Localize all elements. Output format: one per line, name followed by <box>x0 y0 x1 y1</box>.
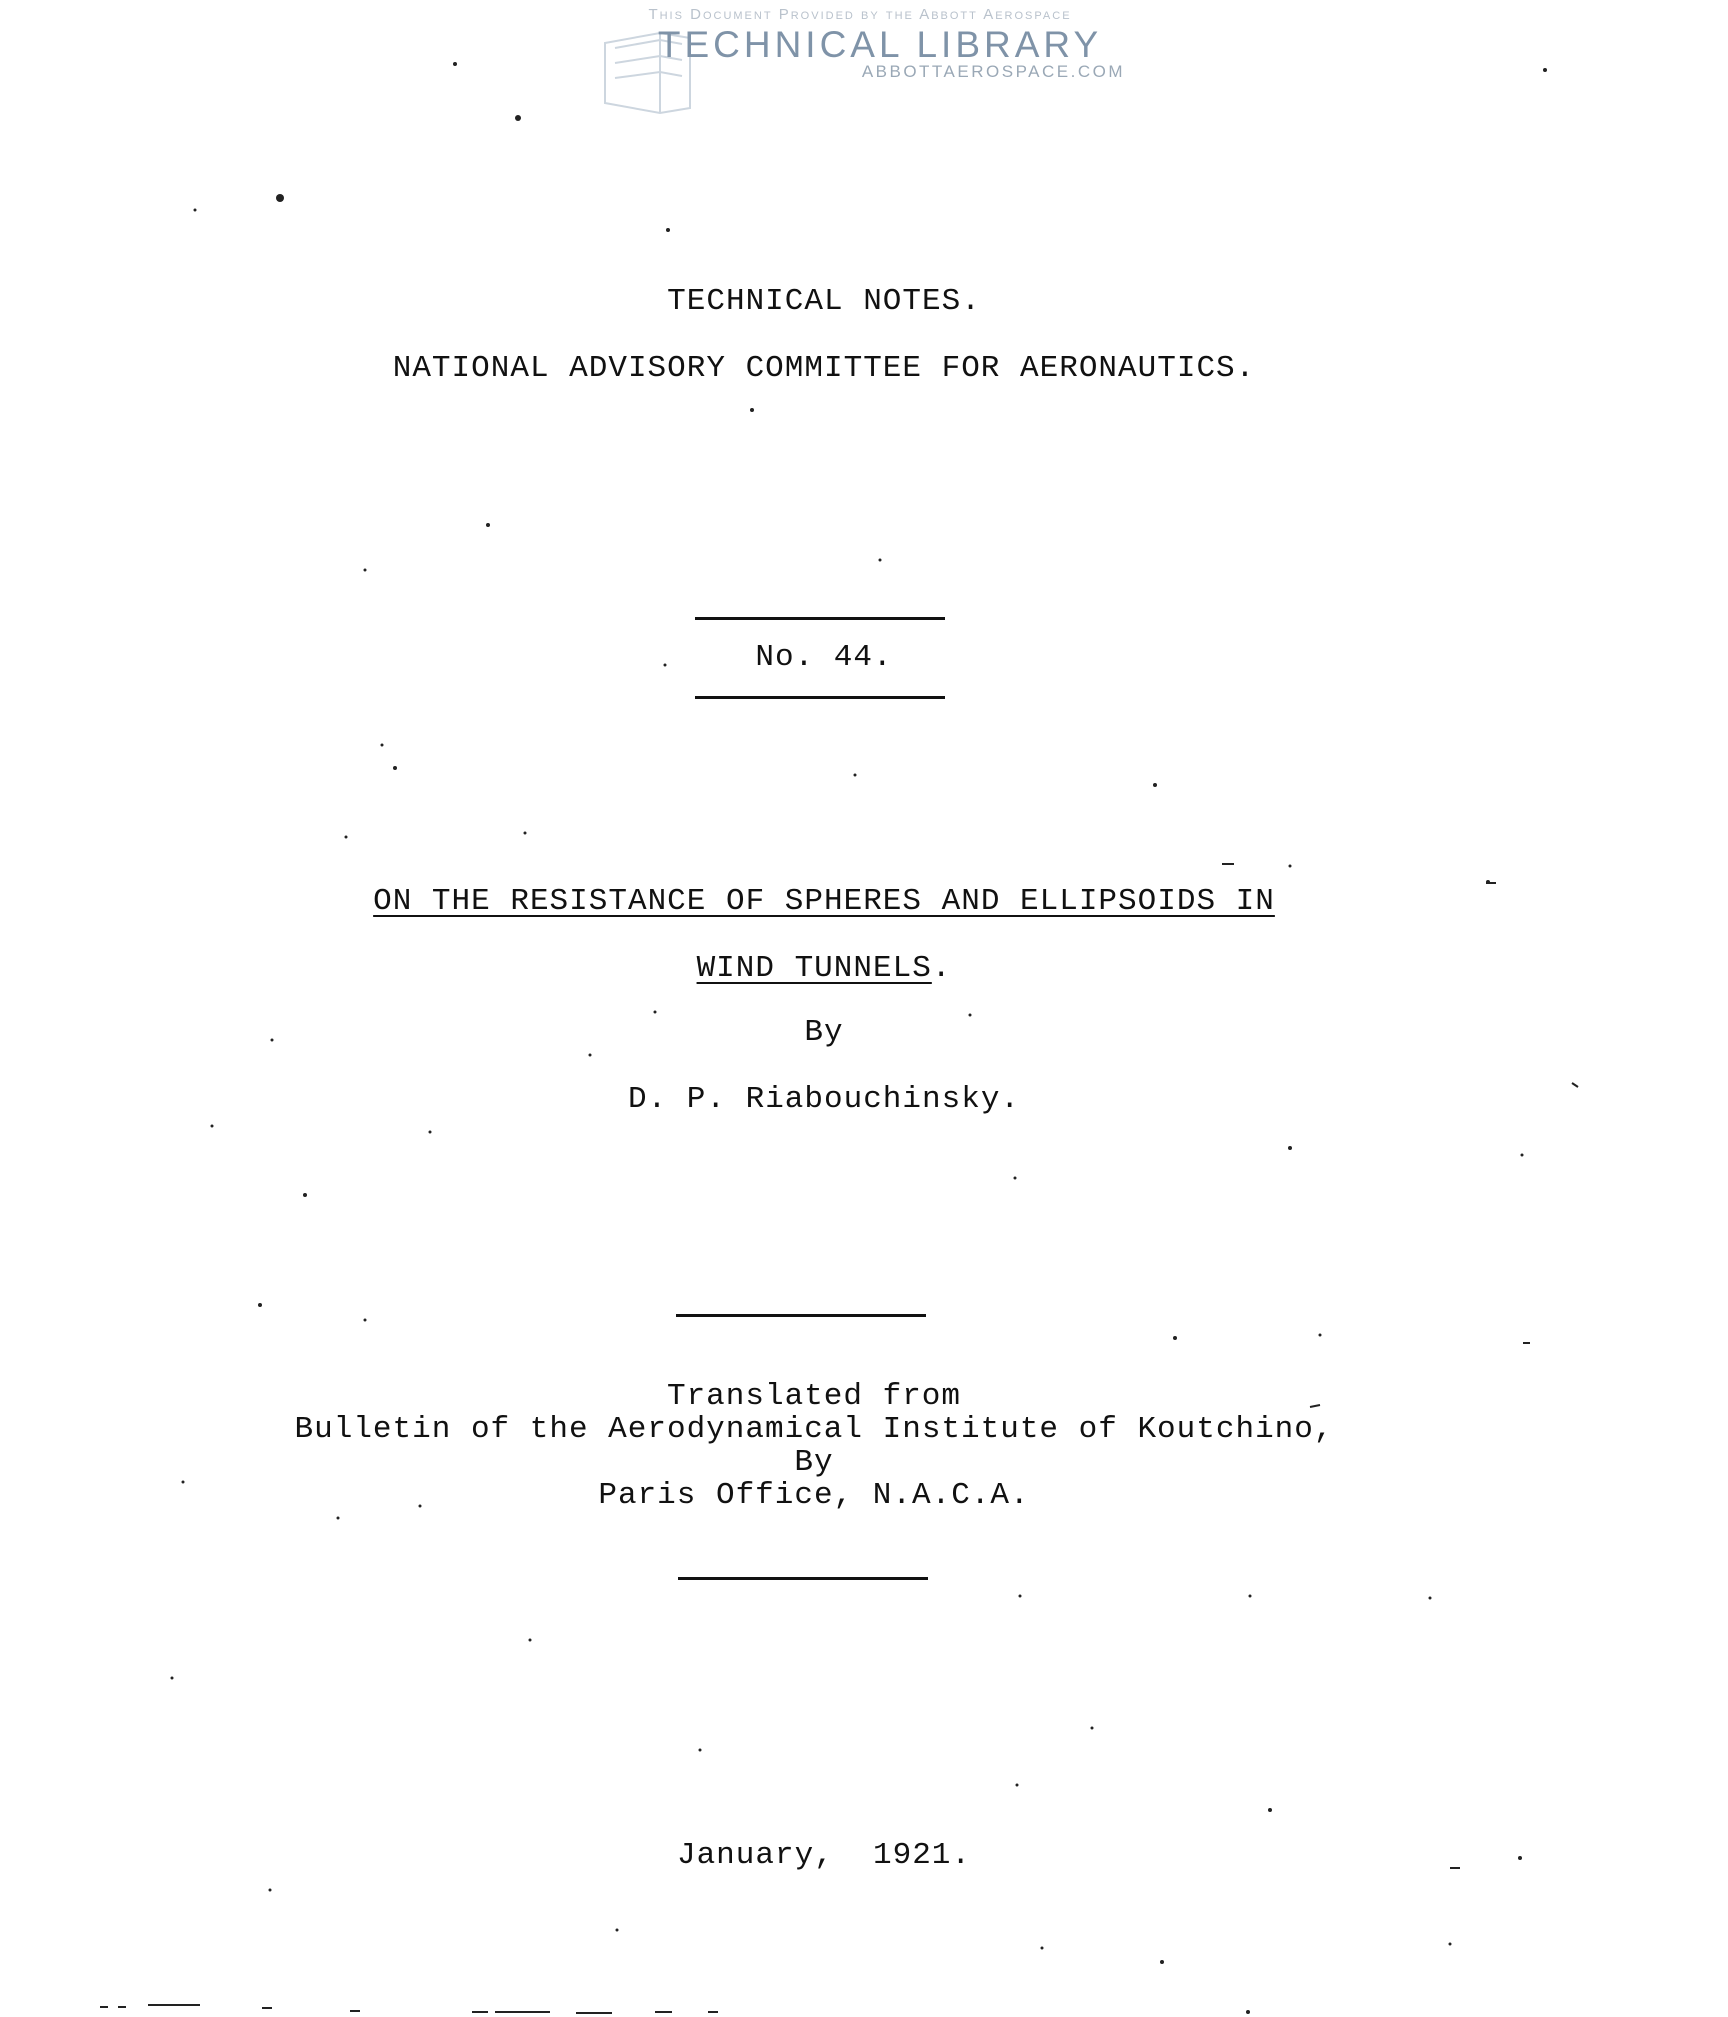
organization-heading: NATIONAL ADVISORY COMMITTEE FOR AERONAUTICS. <box>392 351 1256 386</box>
watermark-provided-by: This Document Provided by the Abbott Aerospace <box>648 6 1072 23</box>
translation-line2: Bulletin of the Aerodynamical Institute of Koutchino, <box>294 1412 1334 1447</box>
title-period: . <box>931 951 952 986</box>
document-title-line1 <box>0 884 1688 919</box>
document-number: No. 44. <box>755 640 893 675</box>
byline-by: By <box>804 1015 844 1050</box>
series-heading: TECHNICAL NOTES. <box>667 284 981 319</box>
translation-line3: By <box>794 1445 834 1480</box>
section-rule-top <box>676 1314 926 1317</box>
title-text-line2: WIND TUNNELS <box>696 951 932 986</box>
document-title-line2 <box>0 951 1688 986</box>
library-watermark <box>595 4 1125 124</box>
number-top-rule <box>695 617 945 620</box>
publication-date: January, 1921. <box>676 1838 972 1873</box>
section-rule-bottom <box>678 1577 928 1580</box>
translation-line4: Paris Office, N.A.C.A. <box>598 1478 1030 1513</box>
translation-line1: Translated from <box>666 1379 962 1414</box>
number-bottom-rule <box>695 696 945 699</box>
watermark-title: TECHNICAL LIBRARY <box>657 24 1103 65</box>
author-name: D. P. Riabouchinsky. <box>627 1082 1021 1117</box>
watermark-url: ABBOTTAEROSPACE.COM <box>861 62 1125 81</box>
title-text-line1: ON THE RESISTANCE OF SPHERES AND ELLIPSOIDS IN <box>373 884 1275 919</box>
